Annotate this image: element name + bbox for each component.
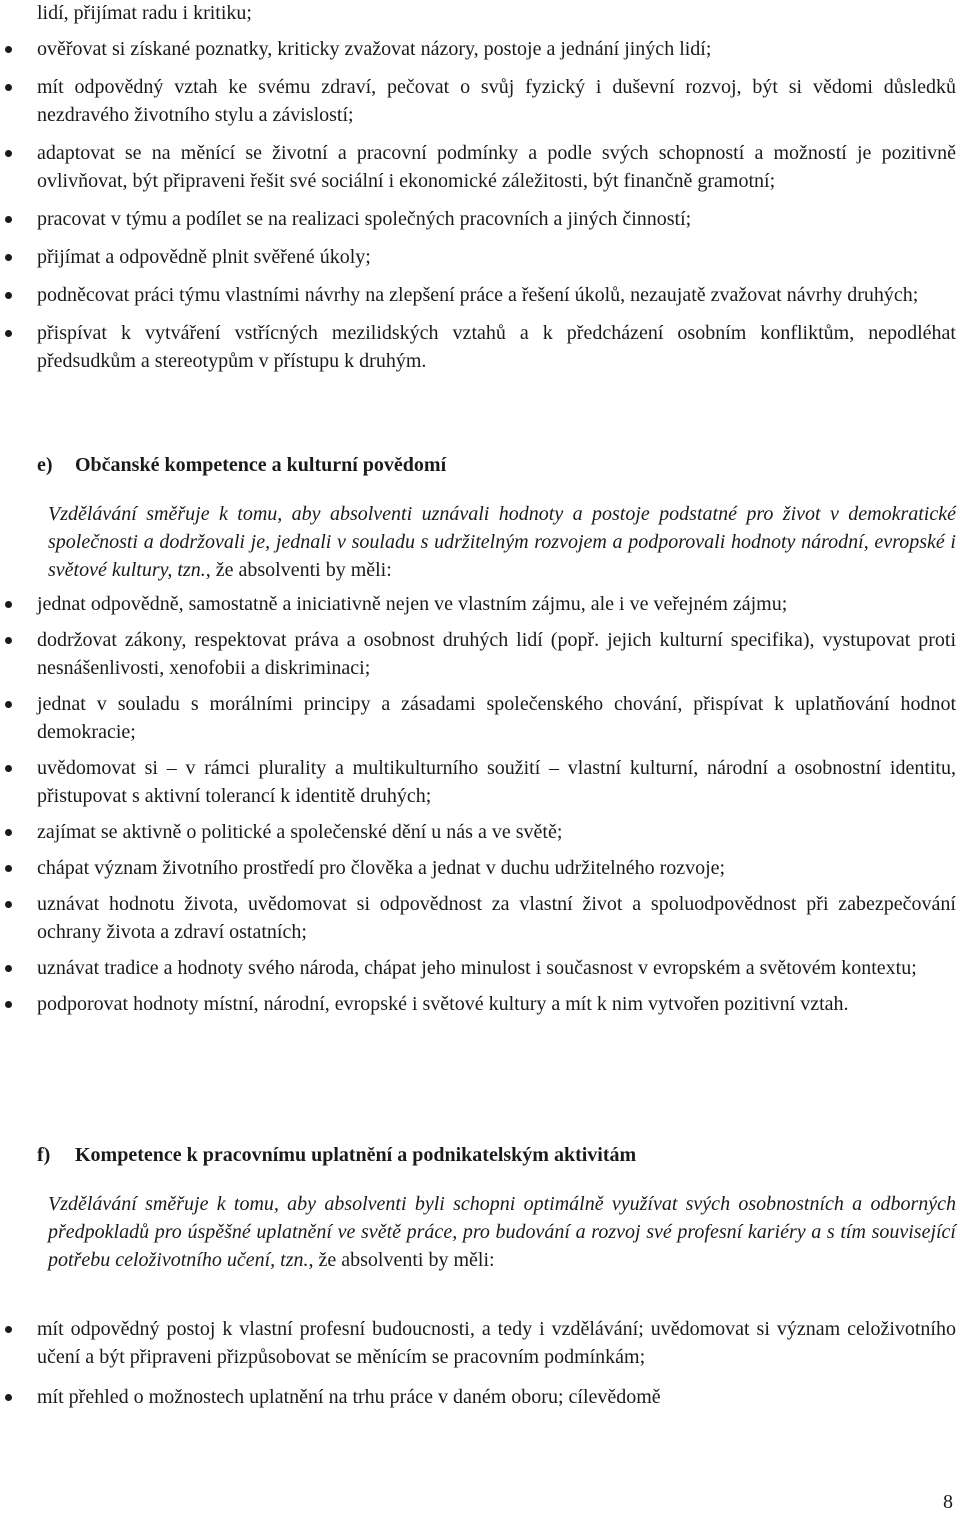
list-item: přijímat a odpovědně plnit svěřené úkoly; (0, 243, 960, 271)
section-intro-f (48, 1190, 956, 1274)
intro-tail-text: , že absolventi by měli: (205, 559, 392, 581)
list-item: adaptovat se na měnící se životní a pracovní podmínky a podle svých schopností a možností je pozitivně ovlivňovat, být připraveni řešit své sociální i ekonomické záležitosti, být finančně gramotní; (0, 139, 960, 195)
list-item: mít odpovědný postoj k vlastní profesní budoucnosti, a tedy i vzdělávání; uvědomovat si význam celoživotního učení a být připraveni přizpůsobovat se měnícím se pracovním podmínkám; (0, 1315, 960, 1371)
section-intro-e (48, 500, 956, 584)
intro-italic-text: Vzdělávání směřuje k tomu, aby absolventi uznávali hodnoty a postoje podstatné pro život v demokratické společnosti a dodržovali je, jednali v souladu s udržitelným rozvojem a podporovali hodnoty národní, evropské i světové kultury, tzn. (48, 503, 956, 581)
competence-list-d (0, 35, 960, 385)
section-title: Kompetence k pracovnímu uplatnění a podnikatelským aktivitám (75, 1144, 637, 1166)
list-item: podporovat hodnoty místní, národní, evropské i světové kultury a mít k nim vytvořen pozitivní vztah. (0, 990, 960, 1018)
list-item: mít přehled o možnostech uplatnění na trhu práce v daném oboru; cílevědomě (0, 1383, 960, 1411)
list-item: uznávat tradice a hodnoty svého národa, chápat jeho minulost i současnost v evropském a světovém kontextu; (0, 954, 960, 982)
list-item: podněcovat práci týmu vlastními návrhy na zlepšení práce a řešení úkolů, nezaujatě zvažovat návrhy druhých; (0, 281, 960, 309)
intro-tail-text: , že absolventi by měli: (308, 1249, 495, 1271)
competence-list-e (0, 590, 960, 1026)
list-item: zajímat se aktivně o politické a společenské dění u nás a ve světě; (0, 818, 960, 846)
list-item: jednat v souladu s morálními principy a zásadami společenského chování, přispívat k uplatňování hodnot demokracie; (0, 690, 960, 746)
list-item: uznávat hodnotu života, uvědomovat si odpovědnost za vlastní život a spoluodpovědnost při zabezpečování ochrany života a zdraví ostatních; (0, 890, 960, 946)
competence-list-f (0, 1315, 960, 1423)
list-item: dodržovat zákony, respektovat práva a osobnost druhých lidí (popř. jejich kulturní specifika), vystupovat proti nesnášenlivosti, xenofobii a diskriminaci; (0, 626, 960, 682)
section-heading-e (37, 451, 446, 479)
list-item: chápat význam životního prostředí pro člověka a jednat v duchu udržitelného rozvoje; (0, 854, 960, 882)
section-title: Občanské kompetence a kulturní povědomí (75, 454, 447, 476)
section-letter: f) (37, 1144, 51, 1166)
intro-italic-text: Vzdělávání směřuje k tomu, aby absolventi byli schopni optimálně využívat svých osobnostních a odborných předpokladů pro úspěšné uplatnění ve světě práce, pro budování a rozvoj své profesní kariéry a s tím související potřebu celoživotního učení, tzn. (48, 1193, 956, 1271)
continued-text: lidí, přijímat radu i kritiku; (37, 2, 252, 24)
list-item: jednat odpovědně, samostatně a iniciativně nejen ve vlastním zájmu, ale i ve veřejném zájmu; (0, 590, 960, 618)
section-letter: e) (37, 454, 53, 476)
list-item: pracovat v týmu a podílet se na realizaci společných pracovních a jiných činností; (0, 205, 960, 233)
section-heading-f (37, 1141, 636, 1169)
list-item: přispívat k vytváření vstřícných mezilidských vztahů a k předcházení osobním konfliktům, nepodléhat předsudkům a stereotypům v přístupu k druhým. (0, 319, 960, 375)
list-item: ověřovat si získané poznatky, kriticky zvažovat názory, postoje a jednání jiných lidí; (0, 35, 960, 63)
page-number: 8 (943, 1491, 953, 1513)
list-item: uvědomovat si – v rámci plurality a multikulturního soužití – vlastní kulturní, národní a osobnostní identitu, přistupovat s aktivní tolerancí k identitě druhých; (0, 754, 960, 810)
list-item: mít odpovědný vztah ke svému zdraví, pečovat o svůj fyzický i duševní rozvoj, být si vědomi důsledků nezdravého životního stylu a závislostí; (0, 73, 960, 129)
